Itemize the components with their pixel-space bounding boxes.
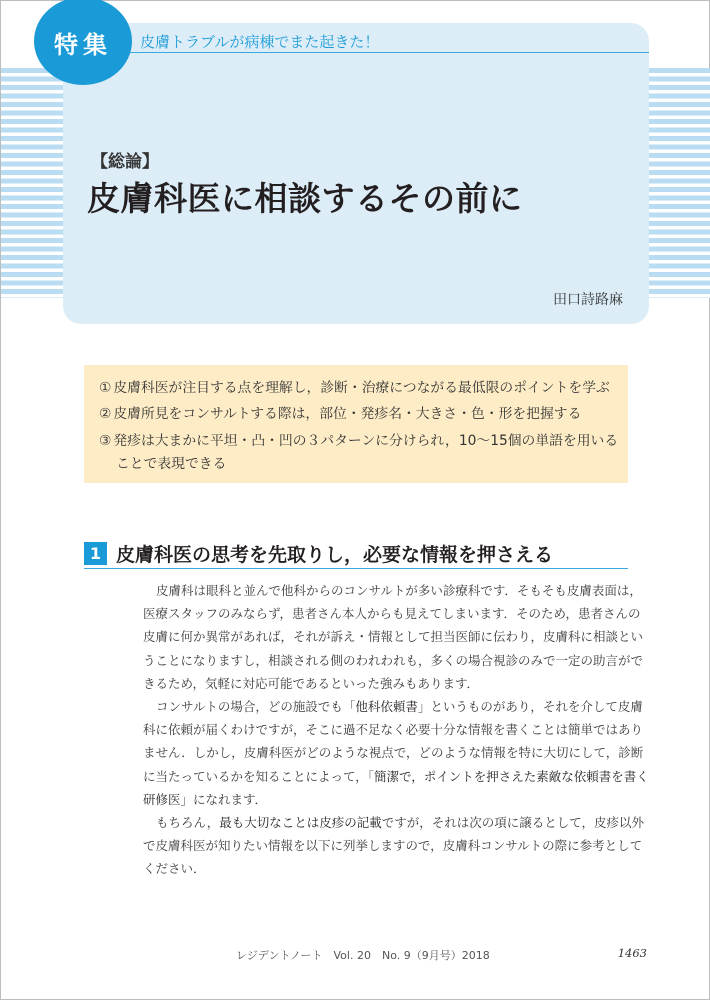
emphasis-text: 最も大切なことは皮疹の記載 (219, 815, 382, 831)
page-number: 1463 (617, 946, 647, 960)
section-rule (84, 568, 628, 569)
article-title: 皮膚科医に相談するその前に (87, 179, 523, 218)
emphasis-text: 他科依頼書 (355, 699, 418, 715)
section-title: 皮膚科医の思考を先取りし，必要な情報を押さえる (116, 544, 554, 566)
decorative-stripes-left (1, 68, 63, 298)
key-point-text: 皮膚科医が注目する点を理解し，診断・治療につながる最低限のポイントを学ぶ (113, 380, 610, 396)
key-point-text: 発疹は大まかに平坦・凸・凹の３パターンに分けられ，10〜15個の単語を用いる (113, 433, 619, 449)
article-author: 田口詩路麻 (553, 292, 623, 308)
section-number: 1 (84, 542, 107, 565)
feature-tagline: 皮膚トラブルが病棟でまた起きた！ (140, 33, 380, 51)
key-point-number: ③ (99, 433, 112, 449)
paragraph (143, 811, 649, 881)
journal-footer: レジデントノート Vol. 20 No. 9（9月号）2018 (236, 949, 490, 962)
text-run: ですが，それは次の項に譲るとして，皮疹以外で皮膚科医が知りたい情報を以下に列挙しますので，皮膚科コンサルトの際に参考としてください． (143, 815, 645, 877)
key-point (99, 429, 618, 449)
key-points-box (84, 365, 628, 483)
header-rule (63, 52, 649, 53)
article-category: 【総論】 (91, 152, 159, 172)
key-point (99, 402, 581, 422)
feature-badge-label: 特集 (54, 31, 112, 59)
key-point-continuation: ことで表現できる (116, 456, 227, 472)
key-point (99, 376, 610, 396)
paragraph: 皮膚科は眼科と並んで他科からのコンサルトが多い診療科です．そもそも皮膚表面は，医療スタッフのみならず，患者さん本人からも見えてしまいます．そのため，患者さんの皮膚に何か異常があれば，それが訴え・情報として担当医師に伝わり，皮膚科に相談ということになりますし，相談される側のわれわれも，多くの場合視診のみで一定の助言ができるため，気軽に対応可能であるといった強みもあります． (143, 583, 644, 691)
text-run: 」になれます． (180, 791, 268, 807)
text-run: もちろん， (156, 815, 220, 831)
paragraph (143, 695, 649, 811)
emphasis-text: 簡潔で，ポイントを押さえた素敵な依頼書を書く研修医 (143, 768, 649, 807)
key-point-number: ② (99, 406, 112, 422)
key-point-text: 皮膚所見をコンサルトする際は，部位・発疹名・大きさ・色・形を把握する (113, 406, 582, 422)
decorative-stripes-right (649, 68, 710, 298)
body-text (143, 579, 649, 881)
text-run: コンサルトの場合，どの施設でも「 (156, 699, 356, 715)
text-run: 」というものがあり，それを介して皮膚科に依頼が届くわけですが，そこに過不足なく必要十分な情報を書くことは簡単ではありません．しかし，皮膚科医がどのような視点で，どのような情報を特に大切にして，診断に当たっているかを知ることによって，「 (143, 699, 644, 784)
key-point-number: ① (99, 380, 112, 396)
